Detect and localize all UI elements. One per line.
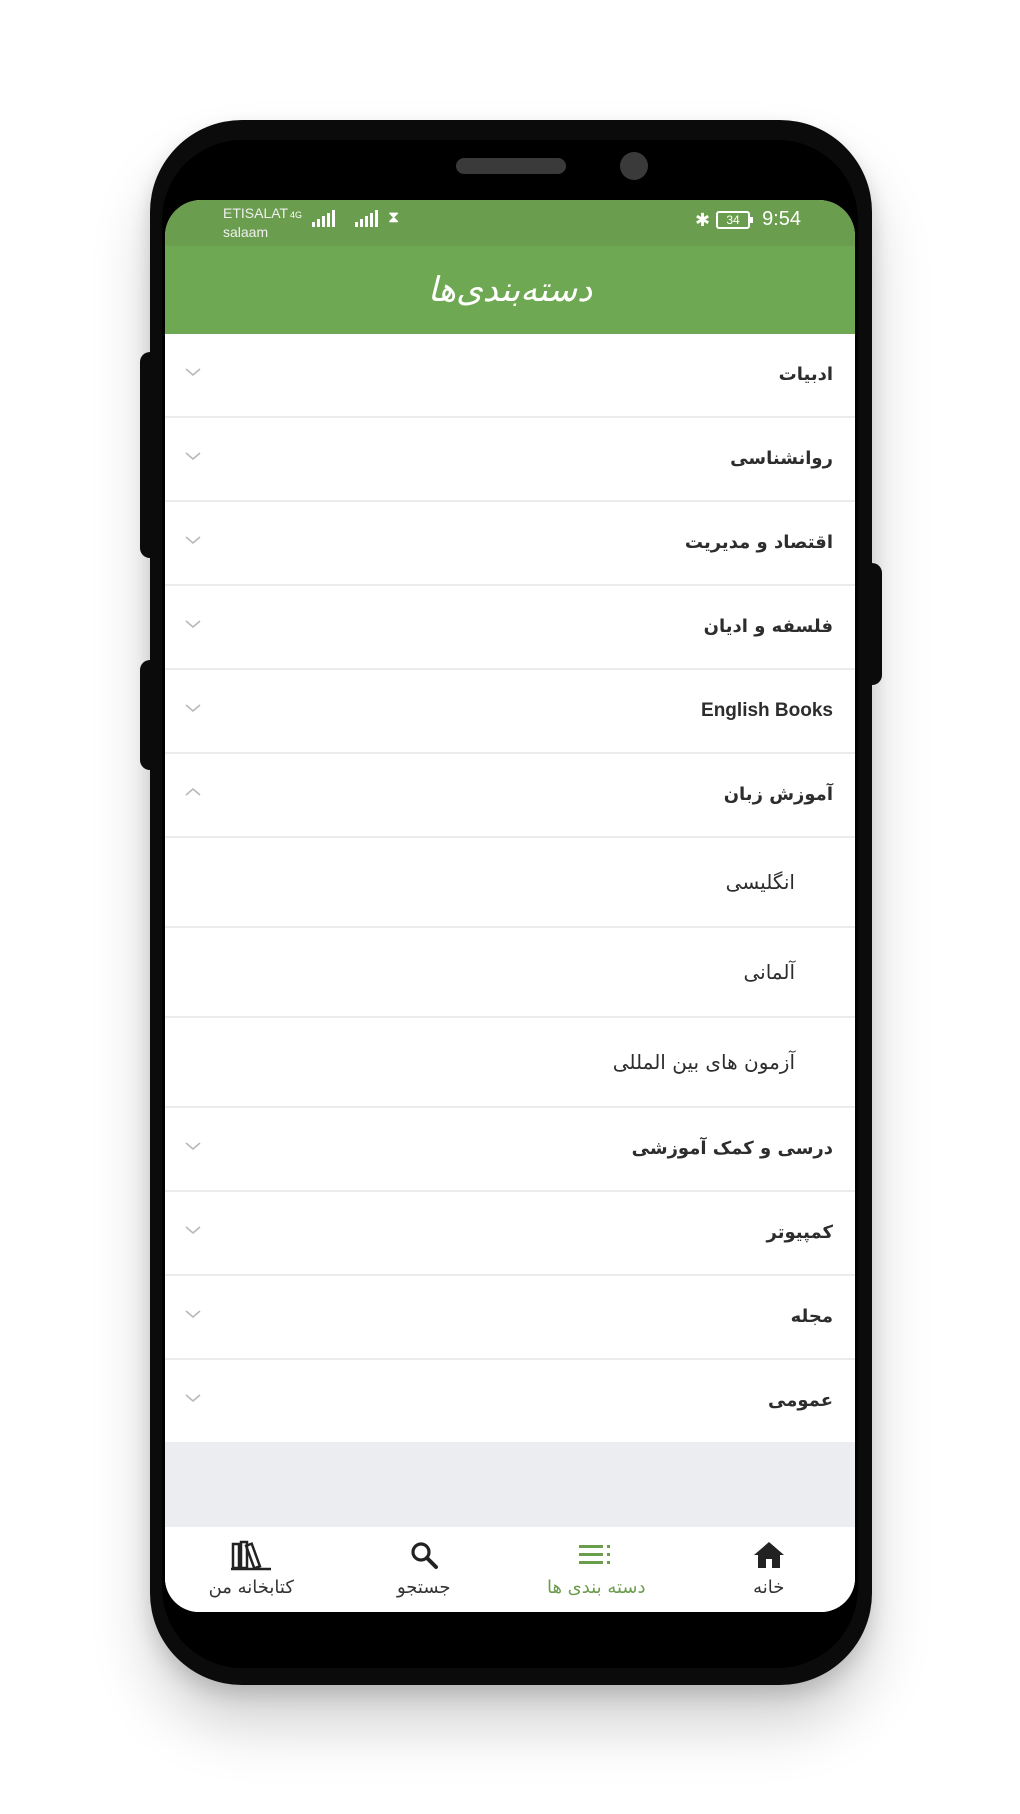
chevron-down-icon <box>185 1390 201 1406</box>
carrier-line-2: salaam <box>223 224 269 240</box>
subcategory-label: آزمون های بین المللی <box>612 1050 795 1074</box>
chevron-down-icon <box>185 364 201 380</box>
category-label: درسی و کمک آموزشی <box>631 1138 833 1159</box>
category-item[interactable] <box>165 586 855 670</box>
category-label: روانشناسی <box>730 448 833 469</box>
chevron-down-icon <box>185 700 201 716</box>
signal-icon <box>355 209 378 227</box>
nav-my-library[interactable] <box>165 1527 338 1612</box>
volume-button <box>140 352 160 558</box>
category-item[interactable] <box>165 1192 855 1276</box>
library-icon <box>229 1537 273 1573</box>
category-item[interactable] <box>165 1360 855 1444</box>
network-icons <box>290 209 399 227</box>
power-button <box>862 563 882 685</box>
category-item[interactable] <box>165 502 855 586</box>
nav-label: جستجو <box>396 1577 451 1598</box>
clock: 9:54 <box>762 208 801 230</box>
subcategory-label: آلمانی <box>743 960 795 984</box>
bottom-navigation <box>165 1527 855 1612</box>
chevron-down-icon <box>185 616 201 632</box>
category-label: کمپیوتر <box>766 1222 833 1243</box>
page-title: دسته‌بندی‌ها <box>427 270 593 310</box>
category-item[interactable] <box>165 334 855 418</box>
category-label: اقتصاد و مدیریت <box>684 532 833 553</box>
nav-label: دسته بندی ها <box>546 1577 646 1598</box>
nav-label: خانه <box>753 1577 785 1598</box>
category-item[interactable] <box>165 1276 855 1360</box>
category-label: آموزش زبان <box>723 784 833 805</box>
category-list <box>165 334 855 1444</box>
chevron-up-icon <box>185 784 201 800</box>
chevron-down-icon <box>185 1222 201 1238</box>
bluetooth-icon: ✱ <box>694 209 711 230</box>
category-item[interactable] <box>165 1108 855 1192</box>
hourglass-icon: ⧗ <box>388 209 400 226</box>
subcategory-label: انگلیسی <box>725 870 795 894</box>
category-item[interactable] <box>165 670 855 754</box>
category-label: مجله <box>790 1306 833 1327</box>
category-label: English Books <box>701 700 833 721</box>
chevron-down-icon <box>185 532 201 548</box>
home-icon <box>752 1537 786 1573</box>
bixby-button <box>140 660 160 770</box>
nav-categories[interactable] <box>510 1527 683 1612</box>
category-label: عمومی <box>767 1390 833 1411</box>
earpiece-speaker <box>456 158 566 174</box>
category-label: فلسفه و ادیان <box>703 616 833 637</box>
search-icon <box>408 1537 440 1573</box>
chevron-down-icon <box>185 1306 201 1322</box>
network-type: 4G <box>290 210 303 220</box>
empty-area <box>165 1442 855 1527</box>
subcategory-item[interactable] <box>165 838 855 928</box>
battery-icon: 34 <box>716 211 750 229</box>
status-bar <box>165 200 855 246</box>
subcategory-item[interactable] <box>165 1018 855 1108</box>
carrier-name <box>223 204 288 242</box>
carrier-line-1: ETISALAT <box>223 205 289 221</box>
category-item[interactable] <box>165 418 855 502</box>
nav-search[interactable] <box>338 1527 511 1612</box>
app-bar <box>165 246 855 334</box>
category-item-expanded[interactable] <box>165 754 855 838</box>
chevron-down-icon <box>185 448 201 464</box>
front-camera <box>620 152 648 180</box>
signal-icon <box>312 209 335 227</box>
status-right <box>695 208 801 231</box>
nav-label: کتابخانه من <box>208 1577 294 1598</box>
category-label: ادبیات <box>778 364 833 385</box>
nav-home[interactable] <box>683 1527 856 1612</box>
screen <box>165 200 855 1612</box>
chevron-down-icon <box>185 1138 201 1154</box>
subcategory-item[interactable] <box>165 928 855 1018</box>
categories-icon <box>579 1537 613 1573</box>
